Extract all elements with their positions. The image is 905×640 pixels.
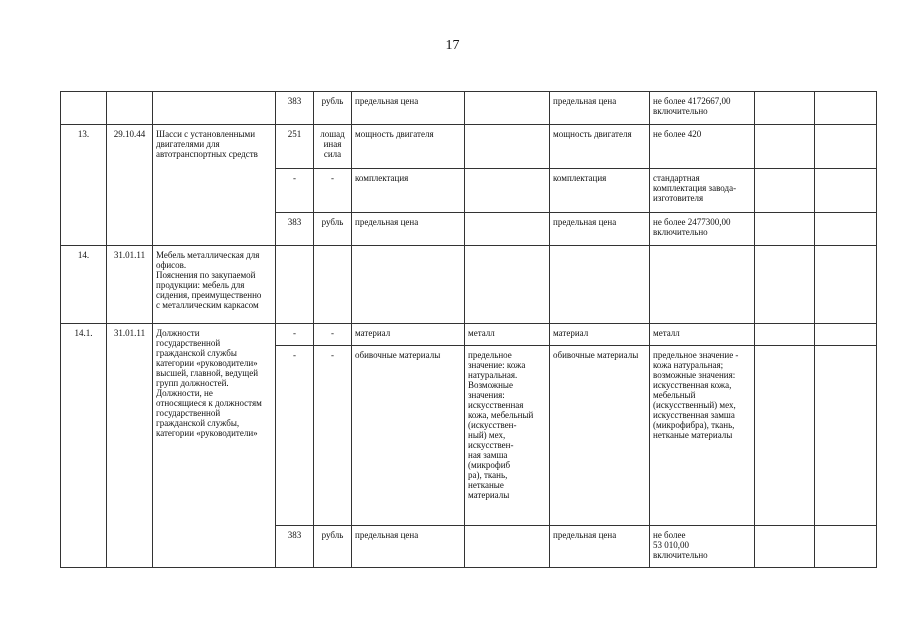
characteristic: предельная цена — [352, 213, 465, 246]
characteristic-approved: комплектация — [550, 169, 650, 213]
characteristic-approved: обивочные материалы — [550, 346, 650, 526]
okpd-code — [107, 92, 153, 125]
characteristic-approved: предельная цена — [550, 213, 650, 246]
characteristic-approved: предельная цена — [550, 526, 650, 568]
empty-cell — [815, 346, 877, 526]
okei-code: 383 — [276, 526, 314, 568]
characteristic-value — [465, 125, 550, 169]
empty-cell — [755, 125, 815, 169]
unit-name: лошад иная сила — [314, 125, 352, 169]
empty-cell — [815, 324, 877, 346]
empty-cell — [550, 246, 650, 324]
characteristic-value-approved: предельное значение - кожа натуральная; возможные значения: искусственная кожа, мебельный (искусственный) мех, искусственная замша (микрофибра), ткань, нетканые материалы — [650, 346, 755, 526]
okei-code: 251 — [276, 125, 314, 169]
characteristic-approved: мощность двигателя — [550, 125, 650, 169]
characteristic-value-approved: не более 53 010,00 включительно — [650, 526, 755, 568]
table-row — [61, 324, 877, 346]
empty-cell — [815, 213, 877, 246]
characteristic-value-approved: не более 4172667,00 включительно — [650, 92, 755, 125]
unit-name: рубль — [314, 92, 352, 125]
item-name: Мебель металлическая для офисов. Пояснения по закупаемой продукции: мебель для сидения, преимущественно с металлическим каркасом — [153, 246, 276, 324]
row-number: 14. — [61, 246, 107, 324]
characteristic: предельная цена — [352, 92, 465, 125]
characteristic-value-approved: не более 420 — [650, 125, 755, 169]
table-row — [61, 246, 877, 324]
item-name: Шасси с установленными двигателями для автотранспортных средств — [153, 125, 276, 246]
empty-cell — [465, 246, 550, 324]
characteristic: обивочные материалы — [352, 346, 465, 526]
characteristic-value — [465, 92, 550, 125]
okei-code: - — [276, 324, 314, 346]
empty-cell — [314, 246, 352, 324]
requirements-table — [60, 91, 877, 568]
characteristic: материал — [352, 324, 465, 346]
characteristic-value-approved: металл — [650, 324, 755, 346]
empty-cell — [815, 125, 877, 169]
empty-cell — [755, 246, 815, 324]
okei-code: - — [276, 346, 314, 526]
characteristic-approved: материал — [550, 324, 650, 346]
okpd-code: 31.01.11 — [107, 246, 153, 324]
empty-cell — [815, 169, 877, 213]
empty-cell — [815, 526, 877, 568]
characteristic-value: металл — [465, 324, 550, 346]
empty-cell — [755, 213, 815, 246]
characteristic-value: предельное значение: кожа натуральная. Возможные значения: искусственная кожа, мебельный (искусствен- ный) мех, искусствен- ная замша (микрофиб ра), ткань, нетканые материалы — [465, 346, 550, 526]
okpd-code: 31.01.11 — [107, 324, 153, 568]
characteristic-approved: предельная цена — [550, 92, 650, 125]
characteristic: мощность двигателя — [352, 125, 465, 169]
okpd-code: 29.10.44 — [107, 125, 153, 246]
characteristic: комплектация — [352, 169, 465, 213]
characteristic-value — [465, 213, 550, 246]
okei-code: - — [276, 169, 314, 213]
empty-cell — [755, 92, 815, 125]
characteristic-value-approved: не более 2477300,00 включительно — [650, 213, 755, 246]
unit-name: - — [314, 169, 352, 213]
empty-cell — [755, 346, 815, 526]
characteristic-value-approved: стандартная комплектация завода- изготовителя — [650, 169, 755, 213]
row-number: 14.1. — [61, 324, 107, 568]
table-row — [61, 92, 877, 125]
item-name — [153, 92, 276, 125]
empty-cell — [755, 169, 815, 213]
okei-code: 383 — [276, 213, 314, 246]
empty-cell — [815, 246, 877, 324]
empty-cell — [276, 246, 314, 324]
unit-name: рубль — [314, 526, 352, 568]
item-name: Должности государственной гражданской службы категории «руководители» высшей, главной, ведущей групп должностей. Должности, не относящиеся к должностям государственной гражданской службы, категории «руководители» — [153, 324, 276, 568]
empty-cell — [352, 246, 465, 324]
empty-cell — [650, 246, 755, 324]
row-number — [61, 92, 107, 125]
characteristic-value — [465, 526, 550, 568]
unit-name: - — [314, 324, 352, 346]
empty-cell — [755, 324, 815, 346]
empty-cell — [755, 526, 815, 568]
characteristic-value — [465, 169, 550, 213]
empty-cell — [815, 92, 877, 125]
table-row — [61, 125, 877, 169]
characteristic: предельная цена — [352, 526, 465, 568]
row-number: 13. — [61, 125, 107, 246]
unit-name: - — [314, 346, 352, 526]
page-number: 17 — [445, 38, 460, 53]
unit-name: рубль — [314, 213, 352, 246]
okei-code: 383 — [276, 92, 314, 125]
